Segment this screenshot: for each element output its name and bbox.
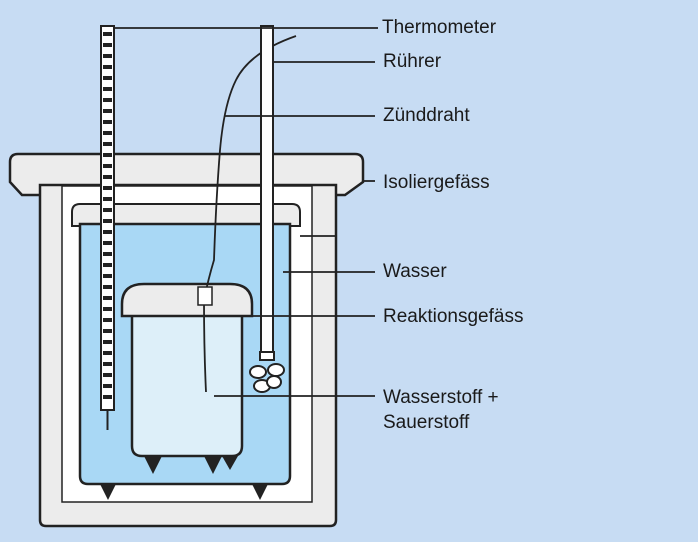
thermometer-tick: [103, 76, 112, 80]
thermometer-tick: [103, 241, 112, 245]
reaction-vessel-lid: [122, 284, 252, 316]
thermometer-tick: [103, 362, 112, 366]
thermometer-tick: [103, 153, 112, 157]
thermometer-tick: [103, 131, 112, 135]
thermometer-tick: [103, 373, 112, 377]
thermometer-tick: [103, 285, 112, 289]
thermometer-tick: [103, 329, 112, 333]
wire-feedthrough: [198, 287, 212, 305]
thermometer-tick: [103, 142, 112, 146]
label-thermometer: Thermometer: [382, 17, 497, 38]
thermometer-tick: [103, 186, 112, 190]
label-contents-line2: Sauerstoff: [383, 412, 470, 433]
thermometer-tick: [103, 296, 112, 300]
thermometer-tick: [103, 252, 112, 256]
thermometer-tick: [103, 120, 112, 124]
reaction-vessel-body: [132, 306, 242, 456]
thermometer-tick: [103, 87, 112, 91]
thermometer-tick: [103, 54, 112, 58]
thermometer-tick: [103, 307, 112, 311]
label-stirrer: Rührer: [383, 51, 442, 72]
label-reaction-vessel: Reaktionsgefäss: [383, 306, 524, 327]
thermometer-tick: [103, 263, 112, 267]
thermometer-tick: [103, 175, 112, 179]
thermometer-tick: [103, 197, 112, 201]
thermometer-tick: [103, 32, 112, 36]
stirrer-rod: [261, 26, 273, 356]
thermometer-tick: [103, 351, 112, 355]
label-contents-line1: Wasserstoff +: [383, 387, 499, 408]
thermometer-tick: [103, 65, 112, 69]
thermometer-tick: [103, 318, 112, 322]
thermometer-tick: [103, 208, 112, 212]
stirrer-collar: [260, 352, 274, 360]
thermometer-tick: [103, 274, 112, 278]
label-ignition-wire: Zünddraht: [383, 105, 470, 126]
thermometer-tick: [103, 219, 112, 223]
thermometer-tick: [103, 340, 112, 344]
thermometer-tick: [103, 98, 112, 102]
thermometer-tick: [103, 395, 112, 399]
thermometer-tick: [103, 384, 112, 388]
thermometer-tick: [103, 109, 112, 113]
thermometer-tick: [103, 230, 112, 234]
thermometer-tick: [103, 164, 112, 168]
thermometer-tick: [103, 43, 112, 47]
label-insulating-vessel: Isoliergefäss: [383, 172, 490, 193]
label-water: Wasser: [383, 261, 447, 282]
